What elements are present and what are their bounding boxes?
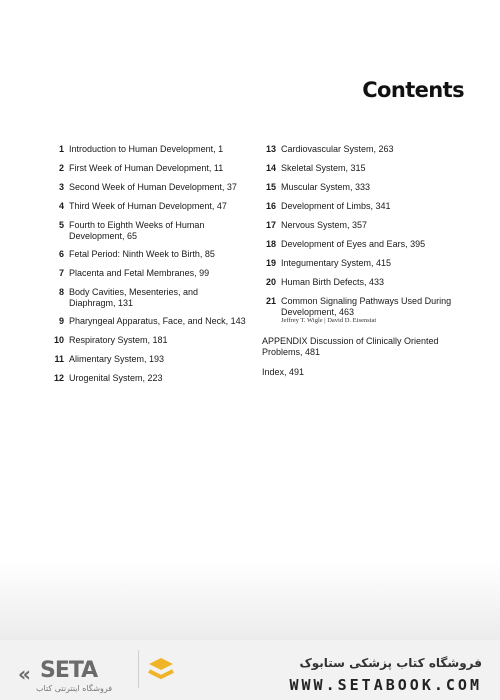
toc-entry-3[interactable]: 3 Second Week of Human Development, 37: [58, 182, 237, 192]
toc-index[interactable]: Index, 491: [262, 367, 305, 377]
toc-entry-8[interactable]: 8 Body Cavities, Mesenteries, and Diaphragm, 131: [58, 287, 199, 308]
document-page: [26, 38, 474, 598]
toc-entry-2[interactable]: 2 First Week of Human Development, 11: [58, 163, 224, 173]
toc-entry-21[interactable]: 21 Common Signaling Pathways Used During Development, 463 Jeffrey T. Wigle | David D. Eisenstat: [262, 296, 471, 325]
toc-appendix[interactable]: APPENDIX Discussion of Clinically Oriented Problems, 481: [262, 336, 439, 357]
toc-entry-12[interactable]: 12 Urogenital System, 223: [53, 373, 163, 383]
toc-entry-1[interactable]: 1 Introduction to Human Development, 1: [58, 144, 224, 154]
watermark-footer: [0, 640, 500, 700]
toc-entry-10[interactable]: 10 Respiratory System, 181: [53, 335, 168, 345]
toc-entry-13[interactable]: 13 Cardiovascular System, 263: [265, 144, 394, 154]
toc-entry-18[interactable]: 18 Development of Eyes and Ears, 395: [265, 239, 426, 249]
toc-entry-20[interactable]: 20 Human Birth Defects, 433: [265, 277, 385, 287]
shop-url-link[interactable]: WWW.SETABOOK.COM: [289, 676, 482, 694]
toc-entry-21-title: Common Signaling Pathways Used During Development, 463: [281, 296, 452, 317]
toc-entry-4[interactable]: 4 Third Week of Human Development, 47: [58, 201, 227, 211]
toc-entry-5[interactable]: 5 Fourth to Eighth Weeks of Human Development, 65: [58, 220, 205, 241]
double-chevron-icon: «: [18, 662, 31, 686]
toc-entry-6[interactable]: 6 Fetal Period: Ninth Week to Birth, 85: [58, 249, 215, 259]
shop-name: فروشگاه کتاب پزشکی ستابوک: [299, 656, 482, 670]
toc-entry-16[interactable]: 16 Development of Limbs, 341: [265, 201, 391, 211]
book-emblem-icon: [146, 654, 176, 689]
toc-entry-11[interactable]: 11 Alimentary System, 193: [54, 354, 165, 364]
seta-logo: [14, 654, 154, 698]
toc-entry-21-authors: Jeffrey T. Wigle | David D. Eisenstat: [281, 317, 377, 324]
brand-logo-text: SETA: [40, 658, 98, 683]
toc-entry-15[interactable]: 15 Muscular System, 333: [265, 182, 371, 192]
footer-divider: [138, 650, 139, 688]
toc-entry-14[interactable]: 14 Skeletal System, 315: [265, 163, 366, 173]
page-title: Contents: [362, 78, 464, 102]
toc-entry-17[interactable]: 17 Nervous System, 357: [265, 220, 368, 230]
page-shadow: [0, 560, 500, 640]
toc-entry-7[interactable]: 7 Placenta and Fetal Membranes, 99: [58, 268, 210, 278]
toc-entry-19[interactable]: 19 Integumentary System, 415: [265, 258, 392, 268]
toc-entry-9[interactable]: 9 Pharyngeal Apparatus, Face, and Neck, 143: [58, 316, 246, 326]
brand-tagline: فروشگاه اینترنتی کتاب: [36, 684, 113, 693]
